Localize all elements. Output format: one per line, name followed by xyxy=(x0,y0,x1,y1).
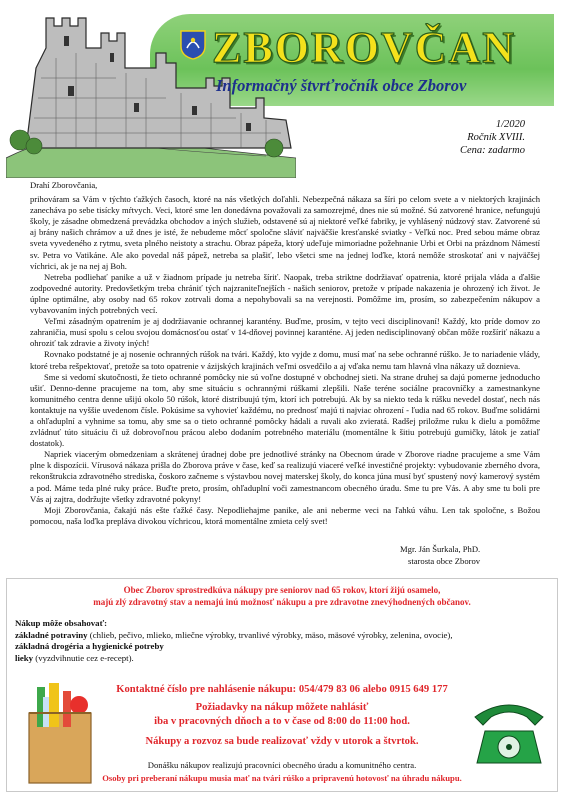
signature-name: Mgr. Ján Šurkala, PhD. xyxy=(400,544,481,554)
delivery-info: Donášku nákupov realizujú pracovníci obecného úradu a komunitného centra. xyxy=(147,760,417,770)
issue-info xyxy=(460,118,525,157)
requests-line1: Požiadavky na nákup môžete nahlásiť xyxy=(195,702,369,713)
letter-paragraph: Napriek viacerým obmedzeniam a skrátenej úradnej dobe pre jednotlivé stránky na Obecnom úrade v Zborove riadne pracujeme a sme Vám plne k dispozícii. Vírusová nákaza prišla do Zborova práve v čase, keď sa realizujú viaceré veľké investičné projekty: vybudovanie zberného dvora, rekonštrukcia zdravotného strediska, čoskoro začneme s výstavbou novej materskej školy, do konca júna musí byť spustený nový kamerový systém a pod. Máme teda plné ruky práce. Buďte preto, prosím, ohľaduplní voči zamestnancom obecného úradu. Sme tu pre Vás. A aby sme tu boli pre Vás aj zajtra, dodržujte všetky zdravotné pokyny! xyxy=(30,449,540,504)
shopping-service-box xyxy=(6,578,558,792)
letter-greeting: Drahí Zborovčania, xyxy=(30,180,98,190)
payment-notice: Osoby pri preberaní nákupu musia mať na tvári rúško a pripravenú hotovosť na úhradu nákupu. xyxy=(102,773,462,783)
volume-label: Ročník XVIII. xyxy=(467,132,525,143)
letter-paragraph: Netreba podliehať panike a už v žiadnom prípade ju netreba šíriť. Naopak, treba striktne dodržiavať opatrenia, ktoré prijala vláda a ďalšie zodpovedné autority. Predovšetkým treba chrániť tých najzraniteľnejších - našich seniorov, pretože v prípade nakazenia je ohrozený ich život. Je úplne optimálne, aby osoby nad 65 rokov zotrvali doma a nepohybovali sa na verejnosti. Pomôžme im, prosím, so zabezpečením nákupov a vybavovaním iných potrebných vecí. xyxy=(30,271,540,316)
mayor-letter xyxy=(30,180,540,527)
letter-paragraph: prihováram sa Vám v týchto ťažkých časoch, ktoré na nás všetkých doľahli. Nebezpečná nákaza sa šíri po celom svete a v niektorých krajinách zanecháva po sebe tisícky mŕtvych. Veci, ktoré sme len donedávna považovali za samozrejmé, dnes nie sú možné. Sú zatvorené hranice, nefungujú školy, je zásadne obmedzená prevádzka obchodov a iných služieb, odstavené sú aj niektoré veľké fabriky, je vyhlásený núdzový stav. Zatvorené sú aj brány našich chrámov a už dnes je isté, že nebudeme môcť spoločne sláviť najväčšie kresťanské sviatky - Veľkú noc. Pred sebou máme obraz sveta vyvedeného z rytmu, sveta plného neistoty a strachu. Obraz pápeža, ktorý udeľuje mimoriadne požehnanie Urbi et Orbi na prázdnom Námestí sv. Petra vo Vatikáne. Ale ako povedal náš pápež, netreba sa plašiť, lebo všetci sme na jednej loďke, ktorá nemôže stroskotať ani v najväčšej víchrici, ak je na nej aj Boh. xyxy=(30,194,540,271)
newsletter-subtitle: Informačný štvrťročník obce Zborov xyxy=(216,76,467,95)
contact-phone-line: Kontaktné číslo pre nahlásenie nákupu: 054/479 83 06 alebo 0915 649 177 xyxy=(116,684,448,695)
list-item: základné potraviny (chlieb, pečivo, mlieko, mliečne výrobky, trvanlivé výrobky, mäso, mäsové výrobky, zelenina, ovocie), xyxy=(15,629,453,640)
masthead xyxy=(0,0,565,178)
issue-number: 1/2020 xyxy=(495,119,525,130)
shopping-contents xyxy=(15,618,545,664)
contents-label: Nákup môže obsahovať: xyxy=(15,618,108,628)
signature-title: starosta obce Zborov xyxy=(408,555,481,566)
service-intro-line2: majú zlý zdravotný stav a nemajú inú možnosť nákupu a pre zdravotne znevýhodnených občanov. xyxy=(93,597,471,607)
signature-block xyxy=(400,544,480,567)
telephone-icon xyxy=(469,691,549,769)
delivery-days: Nákupy a rozvoz sa bude realizovať vždy v utorok a štvrtok. xyxy=(145,736,419,747)
letter-paragraph: Veľmi zásadným opatrením je aj dodržiavanie ochrannej karantény. Buďme, prosím, v tejto veci disciplinovaní! Každý, kto príde domov zo zahraničia, musí spolu s celou svojou domácnosťou ostať v 14-dňovej povinnej karanténe. Aj jeden nedisciplinovaný občan môže rozšíriť nákazu a ohroziť tak zdravie a životy iných! xyxy=(30,316,540,349)
newsletter-title: ZBOROVČAN xyxy=(212,23,517,72)
letter-paragraph: Moji Zborovčania, čakajú nás ešte ťažké časy. Nepodliehajme panike, ale ani neberme veci na ľahkú váhu. Len tak spoločne, s Božou pomocou, naša loďka prepláva divokou víchricou, ktorá momentálne zmieta celý svet! xyxy=(30,504,540,526)
list-item: lieky (vyzdvihnutie cez e-recept). xyxy=(15,652,134,663)
letter-paragraph: Rovnako podstatné je aj nosenie ochranných rúšok na tvári. Každý, kto vyjde z domu, musí mať na sebe ochranné rúško. Je to nariadenie vlády, ktoré treba rešpektovať, pretože sa toto opatrenie v ázijských krajinách veľmi osvedčilo a aj vďaka nemu tam hlavná vlna nákazy už doznieva. xyxy=(30,349,540,371)
letter-paragraph: Sme si vedomí skutočnosti, že tieto ochranné pomôcky nie sú voľne dostupné v obchodnej sieti. Na strane druhej sa dajú pomerne jednoducho ušiť. Denno-denne pracujeme na tom, aby sme situáciu s ochrannými rúškami zlepšili. Naše teréne sociálne pracovníčky a zamestnankyne komunitného centra denne ušijú okolo 50 rúšok, ktoré distribuujú tým, ktorí ich potrebujú. Ak by sa niekto teda k rúšku nevedel dostať, nech nás kontaktuje na vyššie uvedenom čísle. Pokúsime sa vyhovieť každému, no prednosť majú ti najviac ohrození - ľudia nad 65 rokov. Buďme solidárni a ohľaduplní a vyhnime sa tomu, aby sme sa o tieto ochranné pomôcky hádali a ruvali ako zvieratá. Radšej priložme ruku k dielu a pomôžme zvládnuť túto situáciu či už dobrovoľnou prácou alebo dodaním potrebného materiálu (momentálne k šitiu potrebujú gumičky, látok je zatiaľ dostatok). xyxy=(30,371,540,449)
requests-line2: iba v pracovných dňoch a to v čase od 8:00 do 11:00 hod. xyxy=(154,716,410,727)
coat-of-arms-icon xyxy=(180,30,206,60)
service-intro-line1: Obec Zborov sprostredkúva nákupy pre seniorov nad 65 rokov, ktorí žijú osamelo, xyxy=(123,585,441,595)
price-label: Cena: zadarmo xyxy=(459,145,525,156)
list-item: základná drogéria a hygienické potreby xyxy=(15,641,164,652)
